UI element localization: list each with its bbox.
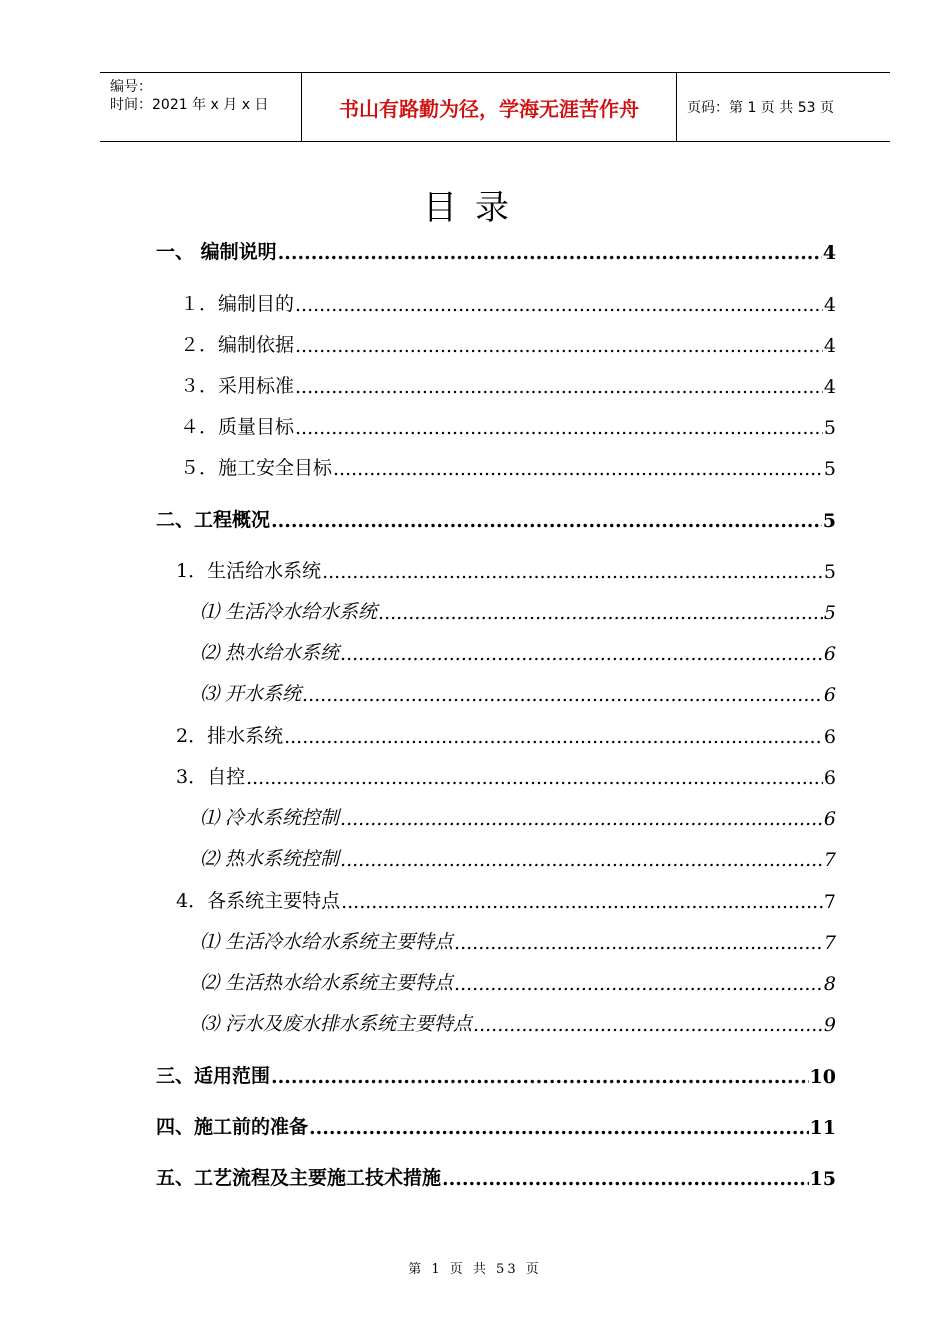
toc-entry[interactable]: [176, 722, 836, 748]
toc-label: ⑴ 冷水系统控制: [200, 807, 340, 829]
toc-page: 7: [823, 891, 836, 913]
toc-leader: [454, 973, 823, 995]
toc-leader: [333, 458, 823, 480]
toc-leader: [322, 561, 823, 583]
toc-page: 5: [823, 602, 836, 624]
toc-entry[interactable]: [156, 506, 836, 532]
page-title: 目录: [423, 188, 527, 228]
toc-entry[interactable]: [176, 887, 836, 913]
header-divider: [676, 73, 677, 141]
toc-page: 5: [823, 417, 836, 439]
toc-page: 5: [822, 510, 836, 532]
toc-entry[interactable]: [200, 639, 836, 665]
toc-label: 二、工程概况: [156, 509, 271, 531]
toc-entry[interactable]: [200, 1010, 836, 1036]
document-number: 编号：: [110, 79, 152, 95]
toc-page: 4: [823, 335, 836, 357]
toc-leader: [278, 242, 822, 264]
toc-leader: [295, 417, 823, 439]
toc-label: 2．排水系统: [176, 725, 284, 747]
toc-label: ４．质量目标: [180, 416, 295, 438]
toc-page: 7: [823, 932, 836, 954]
toc-label: ⑵ 生活热水给水系统主要特点: [200, 972, 454, 994]
toc-leader: [340, 643, 823, 665]
toc-entry[interactable]: [200, 928, 836, 954]
toc-leader: [271, 1066, 809, 1088]
toc-label: ⑵ 热水给水系统: [200, 642, 340, 664]
page-header: [100, 72, 890, 142]
toc-label: 五、工艺流程及主要施工技术措施: [156, 1167, 442, 1189]
header-page-info: 页码：第 1 页 共 53 页: [687, 100, 834, 116]
toc-entry[interactable]: [180, 331, 836, 357]
document-date: 时间：2021 年 x 月 x 日: [110, 97, 269, 113]
toc-page: 4: [822, 242, 836, 264]
toc-page: 10: [809, 1066, 836, 1088]
header-meta: [110, 78, 268, 114]
toc-label: ⑴ 生活冷水给水系统主要特点: [200, 931, 454, 953]
toc-leader: [341, 891, 823, 913]
toc-label: ⑶ 污水及废水排水系统主要特点: [200, 1013, 473, 1035]
toc-entry[interactable]: [176, 557, 836, 583]
toc-leader: [309, 1117, 809, 1139]
header-motto: 书山有路勤为径，学海无涯苦作舟: [339, 96, 639, 121]
toc-label: ⑴ 生活冷水给水系统: [200, 601, 378, 623]
toc-label: ２．编制依据: [180, 334, 295, 356]
toc-entry[interactable]: [180, 372, 836, 398]
toc-label: 四、施工前的准备: [156, 1116, 309, 1138]
toc-page: 5: [823, 561, 836, 583]
toc-page: 11: [809, 1117, 836, 1139]
toc-leader: [442, 1168, 809, 1190]
toc-entry[interactable]: [176, 763, 836, 789]
toc-leader: [295, 376, 823, 398]
toc-label: ⑶ 开水系统: [200, 683, 302, 705]
toc-label: ５．施工安全目标: [180, 457, 333, 479]
toc-entry[interactable]: [200, 969, 836, 995]
toc-page: 15: [809, 1168, 836, 1190]
toc-label: ⑵ 热水系统控制: [200, 848, 340, 870]
toc-leader: [295, 294, 823, 316]
toc-page: 6: [823, 726, 836, 748]
toc-entry[interactable]: [200, 680, 836, 706]
toc-label: 3．自控: [176, 766, 246, 788]
toc-leader: [378, 602, 823, 624]
toc-label: 一、 编制说明: [156, 241, 277, 263]
toc-entry[interactable]: [180, 290, 836, 316]
toc-leader: [340, 808, 823, 830]
toc-label: 三、适用范围: [156, 1065, 271, 1087]
toc-page: 9: [823, 1014, 836, 1036]
toc-entry[interactable]: [200, 845, 836, 871]
toc-entry[interactable]: [200, 598, 836, 624]
toc-page: 6: [823, 643, 836, 665]
toc-page: 4: [823, 294, 836, 316]
toc-page: 5: [823, 458, 836, 480]
toc-entry[interactable]: [156, 238, 836, 264]
toc-leader: [246, 767, 823, 789]
toc-leader: [473, 1014, 823, 1036]
toc-leader: [454, 932, 823, 954]
toc-entry[interactable]: [156, 1062, 836, 1088]
toc-entry[interactable]: [180, 413, 836, 439]
toc-page: 8: [823, 973, 836, 995]
toc-leader: [295, 335, 823, 357]
toc-page: 6: [823, 767, 836, 789]
toc-entry[interactable]: [200, 804, 836, 830]
toc-page: 6: [823, 684, 836, 706]
toc-leader: [302, 684, 823, 706]
toc-entry[interactable]: [156, 1113, 836, 1139]
toc-label: 4．各系统主要特点: [176, 890, 341, 912]
toc-leader: [340, 849, 823, 871]
toc-page: 6: [823, 808, 836, 830]
toc-leader: [271, 510, 822, 532]
toc-page: 4: [823, 376, 836, 398]
page-footer: 第 1 页 共 53 页: [408, 1262, 542, 1277]
toc-label: 1．生活给水系统: [176, 560, 322, 582]
toc-entry[interactable]: [156, 1164, 836, 1190]
toc-entry[interactable]: [180, 454, 836, 480]
toc-leader: [284, 726, 823, 748]
toc-page: 7: [823, 849, 836, 871]
toc-label: ３．采用标准: [180, 375, 295, 397]
toc-label: １．编制目的: [180, 293, 295, 315]
